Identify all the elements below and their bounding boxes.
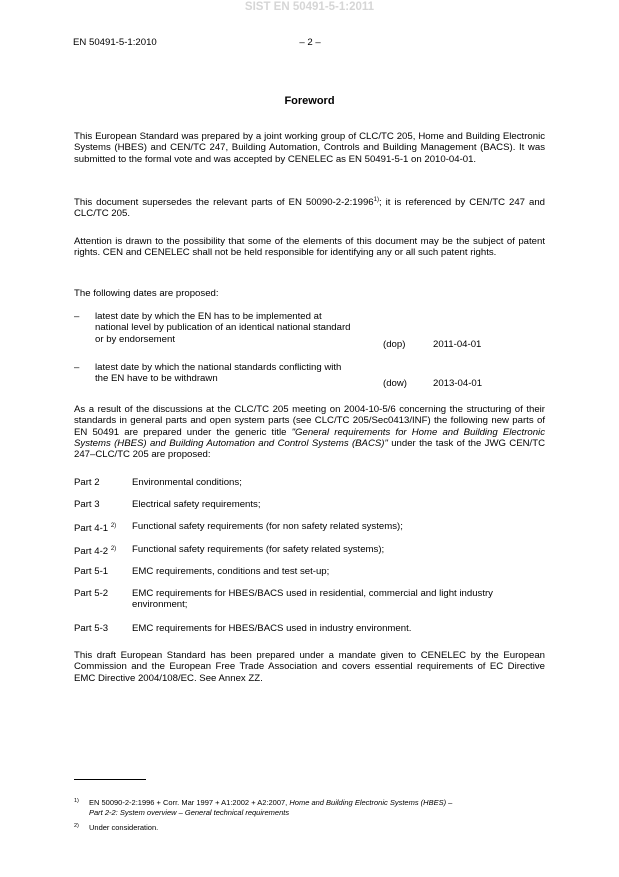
page-title: Foreword <box>284 95 335 107</box>
date-item-text: latest date by which the EN has to be implemented at national level by publication of an identical national standard or by endorsement <box>95 311 351 345</box>
footnote-text: Under consideration. <box>89 823 159 832</box>
structuring-title: "General requirements for Home and Building Electronic Systems (HBES) and Building Automation and Control Systems (BACS)" <box>74 426 545 449</box>
supersedes-text-a: This document supersedes the relevant parts of EN 50090-2-2:1996 <box>74 197 374 208</box>
part-label-row <box>74 544 116 557</box>
part-text: EMC requirements for HBES/BACS used in residential, commercial and light industry environment; <box>132 588 493 611</box>
part-footnote-ref: 2) <box>110 546 117 552</box>
part-label: Part 5-3 <box>74 623 109 634</box>
date-item-value: 2011-04-01 <box>433 339 482 350</box>
date-item-dash: – <box>74 311 80 322</box>
supersedes-text-b: ; it is referenced by CEN/TC 247 and CLC/TC 205. <box>74 197 545 220</box>
part-label: Part 4-2 <box>74 546 109 557</box>
part-footnote-ref: 2) <box>110 523 117 529</box>
footnote-text <box>89 798 529 817</box>
footnote-title-1: Home and Building Electronic Systems (HBES) – <box>289 798 453 807</box>
date-item-dash: – <box>74 362 80 373</box>
footnote-number: 1) <box>74 798 79 804</box>
date-item-abbr: (dop) <box>383 339 406 350</box>
header-page-number: – 2 – <box>299 37 321 48</box>
date-item-value: 2013-04-01 <box>433 378 483 389</box>
paragraph-intro: This European Standard was prepared by a joint working group of CLC/TC 205, Home and Building Electronic Systems (HBES) and CEN/TC 247, Building Automation, Controls and Building Management (BACS). It was submitted to the formal vote and was accepted by CENELEC as EN 50491-5-1 on 2010-04-01. <box>74 131 545 165</box>
part-label: Part 5-1 <box>74 566 109 577</box>
footnote-text-a: EN 50090-2-2:1996 + Corr. Mar 1997 + A1:2002 + A2:2007, <box>89 798 290 807</box>
part-label: Part 5-2 <box>74 588 109 599</box>
watermark: SIST EN 50491-5-1:2011 <box>244 1 375 13</box>
part-text: Electrical safety requirements; <box>132 499 261 510</box>
paragraph-supersedes <box>74 195 545 220</box>
date-item-text: latest date by which the national standards conflicting with the EN have to be withdrawn <box>95 362 342 385</box>
structuring-text-b: under the task of the JWG CEN/TC 247–CLC/TC 205 are proposed: <box>74 437 545 461</box>
footnote-ref-1: 1) <box>373 197 379 203</box>
part-text: Environmental conditions; <box>132 477 242 488</box>
part-text: Functional safety requirements (for non safety related systems); <box>132 521 403 532</box>
part-text: EMC requirements for HBES/BACS used in industry environment. <box>132 623 412 634</box>
part-label: Part 2 <box>74 477 100 488</box>
header-doc-id: EN 50491-5-1:2010 <box>73 37 157 48</box>
part-text: EMC requirements, conditions and test set-up; <box>132 566 330 577</box>
paragraph-patent: Attention is drawn to the possibility that some of the elements of this document may be the subject of patent rights. CEN and CENELEC shall not be held responsible for identifying any or all such patent rights. <box>74 236 545 259</box>
structuring-text-a: As a result of the discussions at the CLC/TC 205 meeting on 2004-10-5/6 concerning the structuring of their standards in general parts and open system parts (see CLC/TC 205/Sec0413/INF) the following new parts of EN 50491 are prepared under the generic title <box>74 404 545 438</box>
paragraph-structuring <box>74 404 545 460</box>
footnote-divider <box>74 779 146 780</box>
date-item-abbr: (dow) <box>383 378 407 389</box>
paragraph-mandate: This draft European Standard has been prepared under a mandate given to CENELEC by the European Commission and the European Free Trade Association and covers essential requirements of EC Directive EMC Directive 2004/108/EC. See Annex ZZ. <box>74 650 545 684</box>
footnote-title-2: Part 2-2: System overview – General technical requirements <box>89 807 290 817</box>
paragraph-dates-intro: The following dates are proposed: <box>74 288 219 299</box>
part-label-row <box>74 521 116 534</box>
footnote-number: 2) <box>74 823 79 829</box>
part-label: Part 3 <box>74 499 100 510</box>
part-text: Functional safety requirements (for safety related systems); <box>132 544 385 555</box>
part-label: Part 4-1 <box>74 523 109 534</box>
